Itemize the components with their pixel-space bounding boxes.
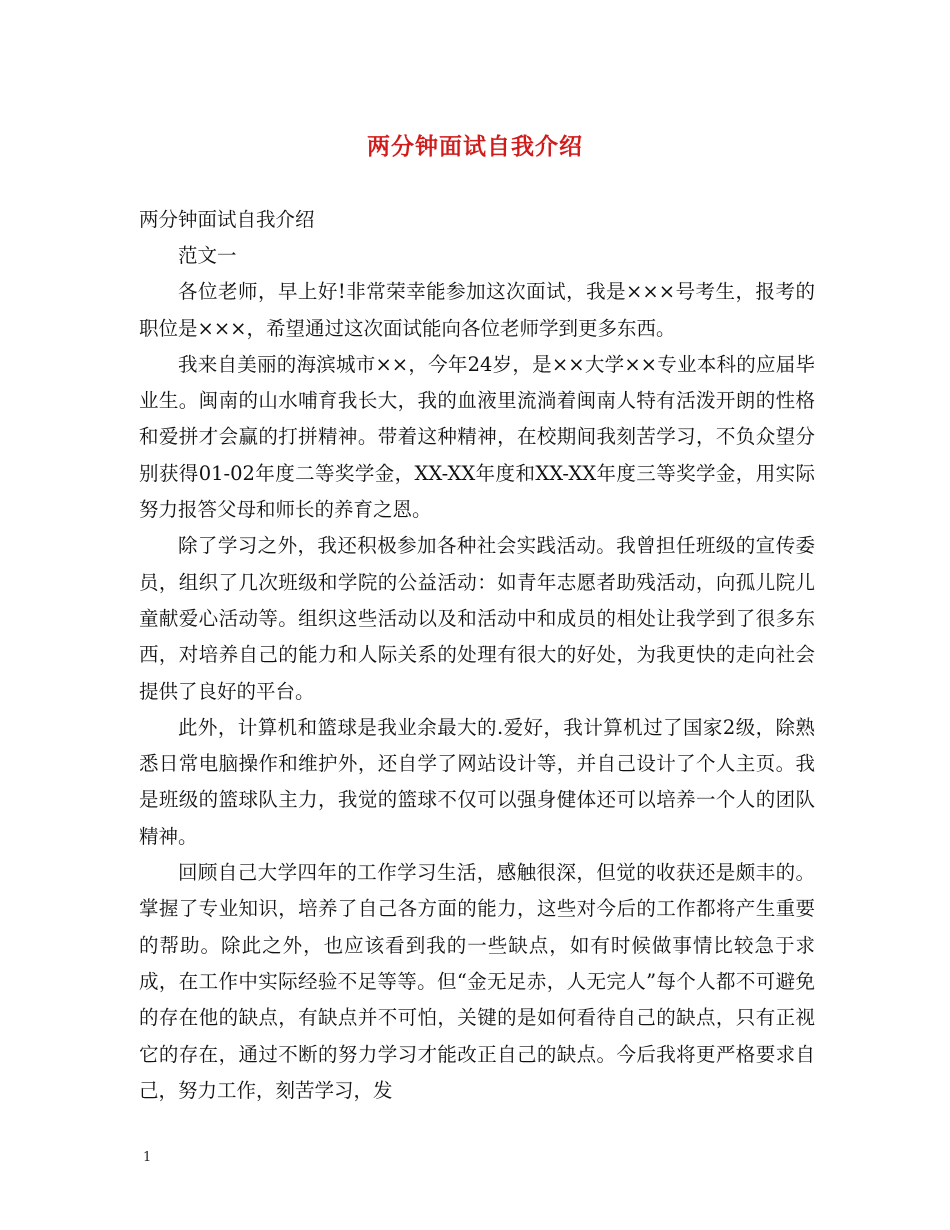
paragraph: 除了学习之外，我还积极参加各种社会实践活动。我曾担任班级的宣传委员，组织了几次班级和学院的公益活动：如青年志愿者助残活动，向孤儿院儿童献爱心活动等。组织这些活动以及和活动中和成员的相处让我学到了很多东西，对培养自己的能力和人际关系的处理有很大的好处，为我更快的走向社会提供了良好的平台。 — [139, 534, 815, 703]
document-subtitle: 两分钟面试自我介绍 — [139, 208, 315, 231]
paragraph: 回顾自己大学四年的工作学习生活，感触很深，但觉的收获还是颇丰的。掌握了专业知识，培养了自己各方面的能力，这些对今后的工作都将产生重要的帮助。除此之外，也应该看到我的一些缺点，如有时候做事情比较急于求成，在工作中实际经验不足等等。但“金无足赤，人无完人”每个人都不可避免的存在他的缺点，有缺点并不可怕，关键的是如何看待自己的缺点，只有正视它的存在，通过不断的努力学习才能改正自己的缺点。今后我将更严格要求自己，努力工作，刻苦学习，发 — [139, 861, 815, 1102]
paragraph: 各位老师，早上好!非常荣幸能参加这次面试，我是×××号考生，报考的职位是×××，希望通过这次面试能向各位老师学到更多东西。 — [139, 280, 815, 340]
paragraph-heading: 范文一 — [178, 244, 237, 267]
paragraph: 我来自美丽的海滨城市××，今年24岁，是××大学××专业本科的应届毕业生。闽南的山水哺育我长大，我的血液里流淌着闽南人特有活泼开朗的性格和爱拼才会赢的打拼精神。带着这种精神，在校期间我刻苦学习，不负众望分别获得01-02年度二等奖学金，XX-XX年度和XX-XX年度三等奖学金，用实际努力报答父母和师长的养育之恩。 — [139, 352, 815, 522]
document-title: 两分钟面试自我介绍 — [367, 133, 583, 160]
paragraph: 此外，计算机和篮球是我业余最大的.爱好，我计算机过了国家2级，除熟悉日常电脑操作和维护外，还自学了网站设计等，并自己设计了个人主页。我是班级的篮球队主力，我觉的篮球不仅可以强身健体还可以培养一个人的团队精神。 — [139, 715, 815, 848]
page-number: 1 — [143, 1150, 152, 1165]
document-body — [139, 202, 815, 1109]
